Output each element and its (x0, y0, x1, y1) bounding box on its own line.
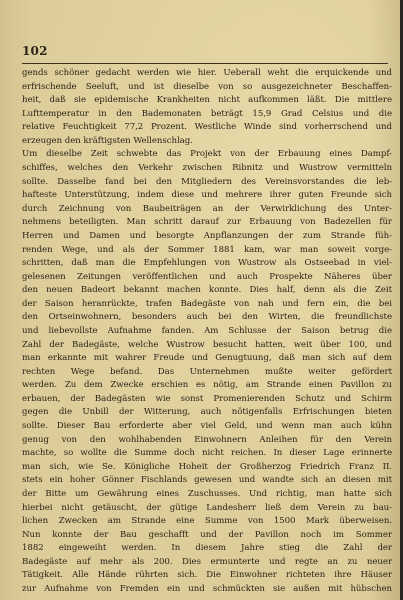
text-line: zur Aufnahme von Fremden ein und schmückten sie außen mit hübschen (22, 583, 392, 594)
text-line: heit, daß sie epidemische Krankheiten nicht aufkommen läßt. Die mittlere (22, 95, 392, 106)
text-line: Badegäste auf mehr als 200. Dies ermunterte und regte an zu neuer (22, 556, 392, 567)
text-line: Um dieselbe Zeit schwebte das Projekt von der Erbauung eines Dampf- (22, 149, 392, 160)
text-line: den neuen Badeort bekannt machen konnte. Dies half, denn als die Zeit (22, 285, 392, 296)
text-line: man sich, wie Se. Königliche Hoheit der Großherzog Friedrich Franz II. (22, 461, 392, 472)
text-line: nehmens beteiligten. Man schritt darauf zur Erbauung von Badezellen für (22, 217, 392, 228)
text-line: den Ortseinwohnern, besonders auch bei den Wirten, die freundlichste (22, 312, 392, 323)
header-rule (22, 63, 388, 64)
text-line: durch Zeichnung von Baubeiträgen an der Verwirklichung des Unter- (22, 203, 392, 214)
text-line: werden. Zu dem Zwecke erschien es nötig, am Strande einen Pavillon zu (22, 380, 392, 391)
text-line: relative Feuchtigkeit 77,2 Prozent. Westliche Winde sind vorherrschend und (22, 122, 392, 133)
text-line: Zahl der Badegäste, welche Wustrow besucht hatten, weit über 100, und (22, 339, 392, 350)
text-line: Tätigkeit. Alle Hände rührten sich. Die Einwohner richteten ihre Häuser (22, 570, 392, 581)
text-line: erzeugen den kräftigsten Wellenschlag. (22, 135, 193, 146)
text-line: hafteste Unterstützung, indem diese und mehrere ihrer guten Freunde sich (22, 190, 392, 201)
text-line: lichen Zwecken am Strande eine Summe von 1500 Mark überweisen. (22, 516, 392, 527)
text-line: gends schöner gedacht werden wie hier. Ueberall weht die erquickende und (22, 68, 392, 78)
text-line: und liebevollste Aufnahme fanden. Am Schlusse der Saison betrug die (22, 325, 392, 336)
text-line: erfrischende Seeluft, und ist dieselbe von so ausgezeichneter Beschaffen- (22, 81, 392, 92)
text-line: erbauen, der Badegästen wie sonst Promenierenden Schutz und Schirm (22, 393, 392, 404)
body-text (22, 67, 392, 597)
text-line: man erkannte mit wahrer Freude und Genugtuung, daß man sich auf dem (22, 353, 392, 364)
text-line: 1882 eingeweiht werden. In diesem Jahre stieg die Zahl der (22, 543, 392, 554)
text-line: genug von den wohlhabenden Einwohnern Anleihen für den Verein (22, 434, 392, 445)
text-line: der Bitte um Gewährung eines Zuschusses. Und richtig, man hatte sich (22, 488, 392, 499)
text-line: Lufttemperatur in den Bademonaten beträgt 15,9 Grad Celsius und die (22, 108, 392, 119)
text-line: stets ein hoher Gönner Fischlands gewesen und wandte sich an diesen mit (22, 475, 392, 486)
text-line: schritten, daß man die Empfehlungen von Wustrow als Ostseebad in viel- (22, 258, 392, 269)
text-line: sollte. Dieser Bau erforderte aber viel Geld, und wenn man auch kühn (22, 421, 392, 432)
text-line: hierbei nicht getäuscht, der gütige Landesherr ließ dem Verein zu bau- (22, 502, 392, 513)
page-number: 102 (22, 44, 48, 58)
text-line: sollte. Dasselbe fand bei den Mitgliedern des Vereinsvorstandes die leb- (22, 176, 392, 187)
text-line: der Saison heranrückte, trafen Badegäste von nah und fern ein, die bei (22, 298, 392, 309)
text-line: schiffes, welches den Verkehr zwischen Ribnitz und Wustrow vermitteln (22, 163, 392, 174)
text-line: gegen die Unbill der Witterung, auch nötigenfalls Erfrischungen bieten (22, 407, 392, 418)
text-line: Nun konnte der Bau geschafft und der Pavillon noch im Sommer (22, 529, 392, 540)
text-line: gelesenen Zeitungen veröffentlichen und auch Prospekte Näheres über (22, 271, 392, 282)
text-line: machte, so wollte die Summe doch nicht reichen. In dieser Lage erinnerte (22, 448, 392, 459)
text-line: rechten Wege befand. Das Unternehmen mußte weiter gefördert (22, 366, 392, 377)
text-line: renden Wege, und als der Sommer 1881 kam, war man soweit vorge- (22, 244, 392, 255)
text-line: Herren und Damen und besorgte Anpflanzungen der zum Strande füh- (22, 230, 392, 241)
